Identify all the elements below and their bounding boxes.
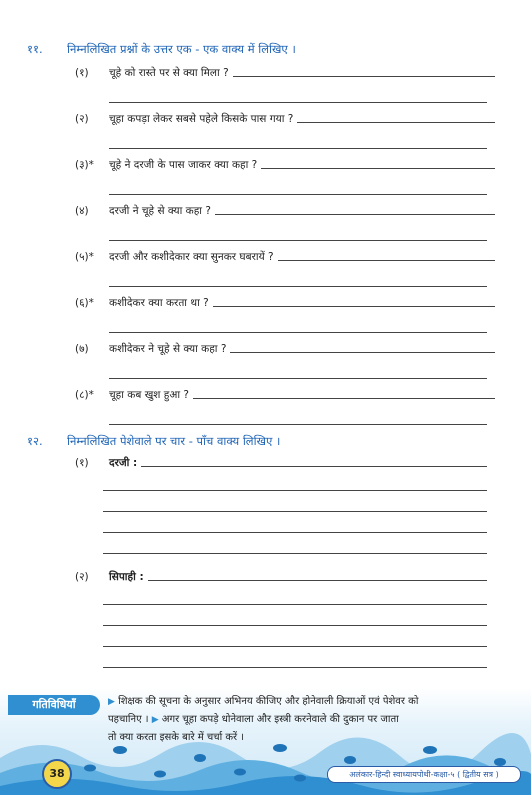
answer-line[interactable] [109, 310, 487, 333]
question-item-text: दरजी और कशीदेकार क्या सुनकर घबरायें ? [109, 251, 274, 263]
question-item-number: (३)* [75, 159, 94, 171]
question-12-title [27, 434, 280, 449]
question-item-number: (४) [75, 205, 89, 217]
answer-line[interactable] [109, 80, 487, 103]
question-item [75, 158, 495, 195]
question-item-number: (२) [75, 113, 89, 125]
question-item [75, 388, 495, 425]
answer-line[interactable] [215, 214, 495, 215]
question-item-text: कशीदेकर क्या करता था ? [109, 297, 209, 309]
triangle-bullet-icon: ▶ [151, 715, 159, 725]
question-item-number: (६)* [75, 297, 94, 309]
answer-line[interactable] [103, 491, 487, 512]
answer-line[interactable] [103, 470, 487, 491]
activity-text [108, 693, 518, 747]
question-item [75, 342, 495, 379]
question-12-number: १२. [27, 434, 43, 448]
activity-label: गतिविधियाँ [8, 695, 100, 715]
answer-line[interactable] [109, 126, 487, 149]
answer-line[interactable] [103, 647, 487, 668]
question-item-number: (१) [75, 67, 89, 79]
activity-line-3: तो क्या करता इसके बारे में चर्चा करें । [108, 732, 245, 743]
answer-line[interactable] [103, 584, 487, 605]
activity-line-1: ▶ शिक्षक की सूचना के अनुसार अभिनय कीजिए और होनेवाली क्रियाओं एवं पेशेवर को [108, 696, 419, 707]
question-item [75, 204, 495, 241]
q12-sub-label: सिपाही : [109, 571, 144, 583]
question-item-text: कशीदेकर ने चूहे से क्या कहा ? [109, 343, 227, 355]
q12-sub-1 [75, 456, 487, 554]
q12-sub-number: (२) [75, 571, 89, 583]
question-11-text: निम्नलिखित प्रश्नों के उत्तर एक - एक वाक्य में लिखिए । [67, 42, 296, 56]
answer-line[interactable] [109, 218, 487, 241]
question-item [75, 112, 495, 149]
question-item [75, 296, 495, 333]
answer-line[interactable] [109, 172, 487, 195]
answer-line[interactable] [213, 306, 495, 307]
answer-line[interactable] [103, 533, 487, 554]
q12-sub-2 [75, 570, 487, 668]
question-item-text: चूहे ने दरजी के पास जाकर क्या कहा ? [109, 159, 258, 171]
question-11-number: ११. [27, 42, 43, 56]
answer-line[interactable] [103, 512, 487, 533]
question-item-number: (५)* [75, 251, 94, 263]
answer-line[interactable] [261, 168, 495, 169]
question-item-text: चूहा कपड़ा लेकर सबसे पहेले किसके पास गया ? [109, 113, 294, 125]
answer-line[interactable] [109, 356, 487, 379]
activity-line-2: पहचानिए । ▶ अगर चूहा कपड़े धोनेवाला और इस्त्री करनेवाले की दुकान पर जाता [108, 714, 399, 725]
q12-sub-number: (१) [75, 457, 89, 469]
answer-line[interactable] [103, 626, 487, 647]
answer-line[interactable] [109, 402, 487, 425]
answer-line[interactable] [297, 122, 495, 123]
answer-line[interactable] [141, 466, 487, 467]
question-item [75, 66, 495, 103]
question-item-text: दरजी ने चूहे से क्या कहा ? [109, 205, 211, 217]
page-number-badge: 38 [42, 759, 72, 789]
q12-sub-label: दरजी : [109, 457, 138, 469]
answer-line[interactable] [103, 605, 487, 626]
question-item-text: चूहा कब खुश हुआ ? [109, 389, 189, 401]
answer-line[interactable] [109, 264, 487, 287]
question-11-title [27, 42, 296, 57]
question-12-text: निम्नलिखित पेशेवाले पर चार - पाँच वाक्य लिखिए । [67, 434, 281, 448]
triangle-bullet-icon: ▶ [108, 697, 115, 707]
answer-line[interactable] [278, 260, 495, 261]
book-title-banner: अलंकार-हिन्दी स्वाध्यायपोथी-कक्षा-५ ( द्वितीय सत्र ) [327, 766, 521, 783]
answer-line[interactable] [230, 352, 495, 353]
question-item-text: चूहे को रास्ते पर से क्या मिला ? [109, 67, 229, 79]
question-item [75, 250, 495, 287]
answer-line[interactable] [148, 580, 487, 581]
answer-line[interactable] [233, 76, 495, 77]
question-item-number: (८)* [75, 389, 94, 401]
question-item-number: (७) [75, 343, 89, 355]
answer-line[interactable] [193, 398, 495, 399]
